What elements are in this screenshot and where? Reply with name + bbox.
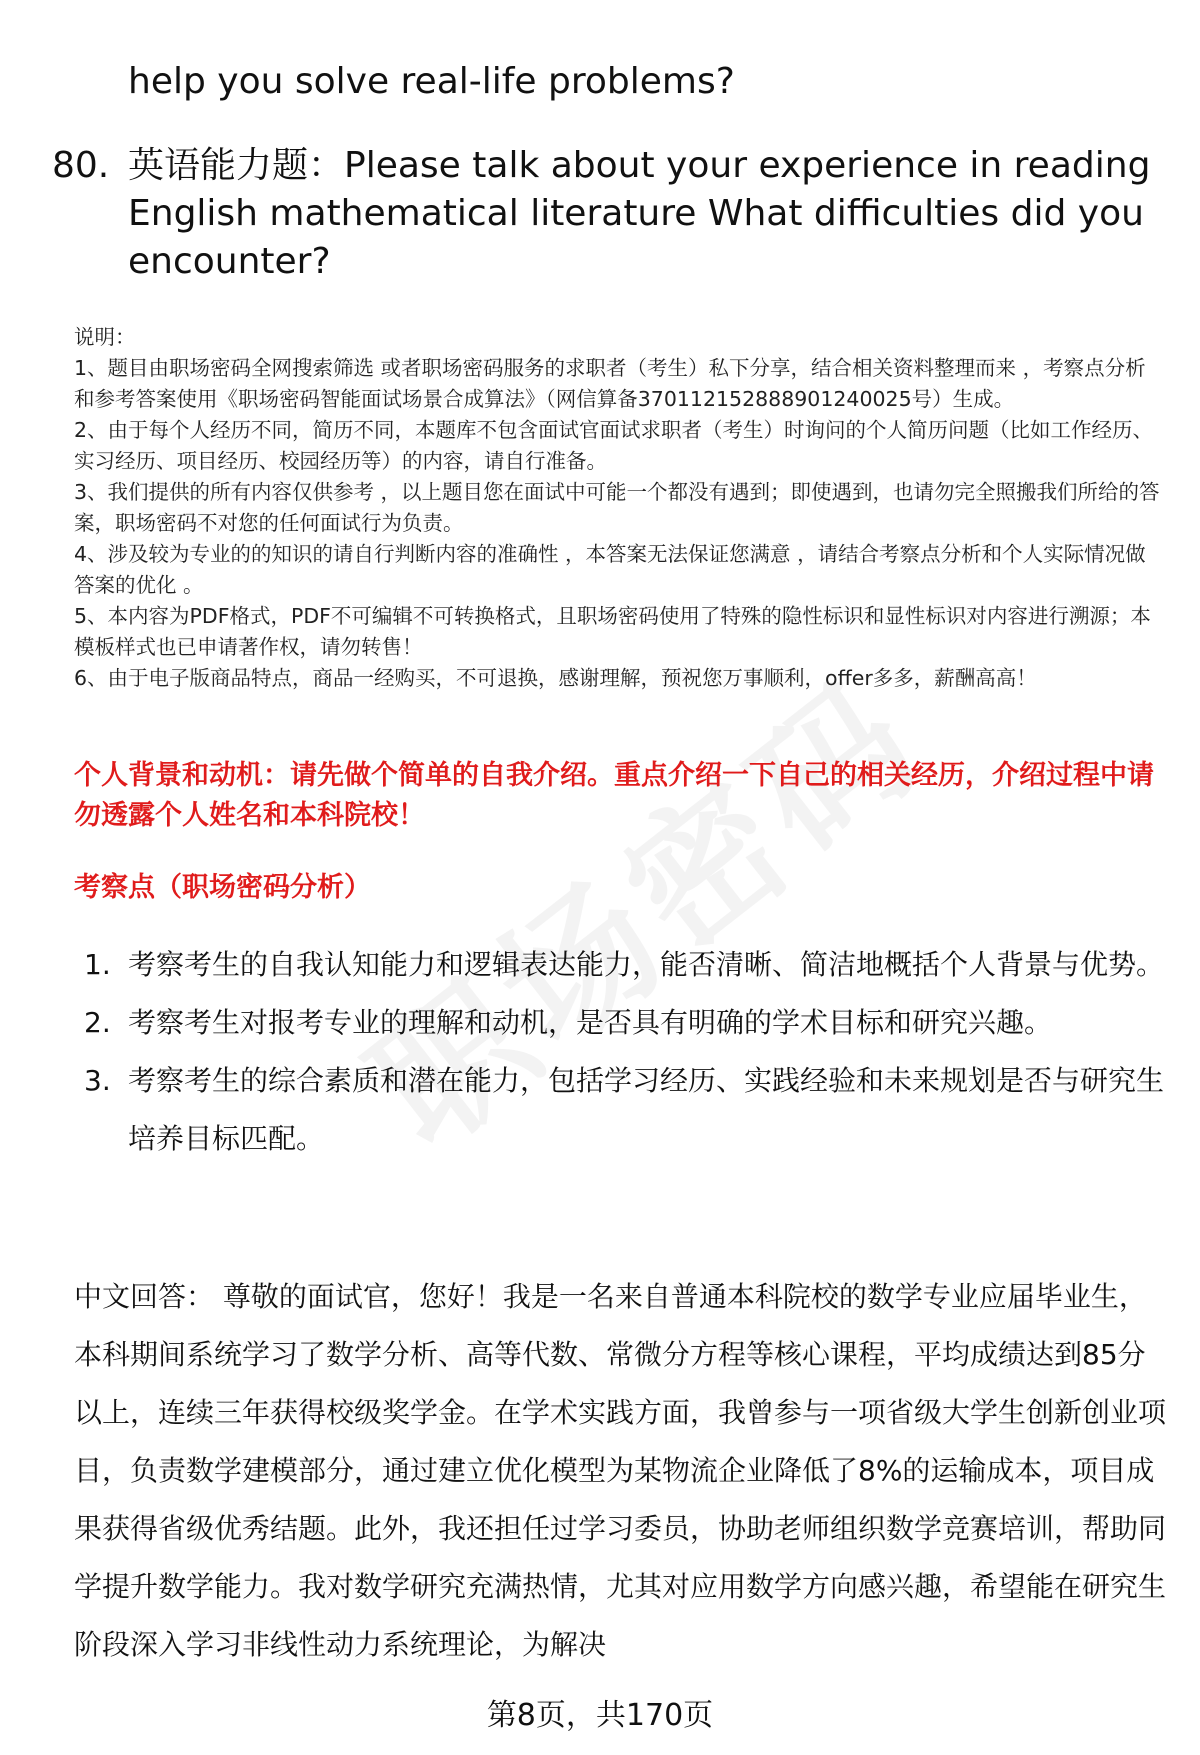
question-continuation: help you solve real-life problems? — [128, 61, 735, 102]
list-item-text: 考察考生的综合素质和潜在能力，包括学习经历、实践经验和未来规划是否与研究生培养目标匹配。 — [128, 1064, 1165, 1155]
question-text: 英语能力题：Please talk about your experience in reading English mathematical literature What difficulties did you encounter? — [128, 145, 1151, 282]
note-item: 2、由于每个人经历不同，简历不同，本题库不包含面试官面试求职者（考生）时询问的个人简历问题（比如工作经历、实习经历、项目经历、校园经历等）的内容，请自行准备。 — [74, 418, 1154, 473]
notes-title: 说明： — [74, 325, 136, 349]
answer-paragraph: 中文回答： 尊敬的面试官，您好！我是一名来自普通本科院校的数学专业应届毕业生，本科期间系统学习了数学分析、高等代数、常微分方程等核心课程，平均成绩达到85分以上，连续三年获得校级奖学金。在学术实践方面，我曾参与一项省级大学生创新创业项目，负责数学建模部分，通过建立优化模型为某物流企业降低了8%的运输成本，项目成果获得省级优秀结题。此外，我还担任过学习委员，协助老师组织数学竞赛培训，帮助同学提升数学能力。我对数学研究充满热情，尤其对应用数学方向感兴趣，希望能在研究生阶段深入学习非线性动力系统理论，为解决 — [74, 1280, 1167, 1661]
note-item: 4、涉及较为专业的的知识的请自行判断内容的准确性 ，本答案无法保证您满意 ，请结合考察点分析和个人实际情况做答案的优化 。 — [74, 542, 1146, 597]
page-footer: 第8页，共170页 — [486, 1698, 714, 1733]
list-item — [84, 994, 1164, 1052]
question-number: 80. — [52, 145, 110, 186]
analysis-points-list — [84, 936, 1164, 1168]
note-item: 1、题目由职场密码全网搜索筛选 或者职场密码服务的求职者（考生）私下分享，结合相关资料整理而来 ，考察点分析和参考答案使用《职场密码智能面试场景合成算法》（网信算备370112152888901240025号）生成。 — [74, 356, 1146, 411]
list-item — [84, 1052, 1164, 1168]
list-item-number: 2. — [84, 1006, 111, 1039]
note-item: 5、本内容为PDF格式，PDF不可编辑不可转换格式，且职场密码使用了特殊的隐性标识和显性标识对内容进行溯源；本模板样式也已申请著作权，请勿转售！ — [74, 604, 1151, 659]
list-item-text: 考察考生对报考专业的理解和动机，是否具有明确的学术目标和研究兴趣。 — [128, 1006, 1053, 1039]
note-item: 6、由于电子版商品特点，商品一经购买，不可退换，感谢理解，预祝您万事顺利，offer多多，薪酬高高！ — [74, 666, 1037, 690]
analysis-heading: 考察点（职场密码分析） — [74, 872, 371, 903]
list-item-number: 3. — [84, 1064, 111, 1097]
note-item: 3、我们提供的所有内容仅供参考 ，以上题目您在面试中可能一个都没有遇到；即使遇到，也请勿完全照搬我们所给的答案，职场密码不对您的任何面试行为负责。 — [74, 480, 1160, 535]
list-item-number: 1. — [84, 948, 111, 981]
disclaimer-notes — [74, 322, 1164, 694]
section-question-heading: 个人背景和动机：请先做个简单的自我介绍。重点介绍一下自己的相关经历，介绍过程中请勿透露个人姓名和本科院校！ — [74, 760, 1154, 831]
list-item-text: 考察考生的自我认知能力和逻辑表达能力，能否清晰、简洁地概括个人背景与优势。 — [128, 948, 1165, 981]
list-item — [84, 936, 1164, 994]
